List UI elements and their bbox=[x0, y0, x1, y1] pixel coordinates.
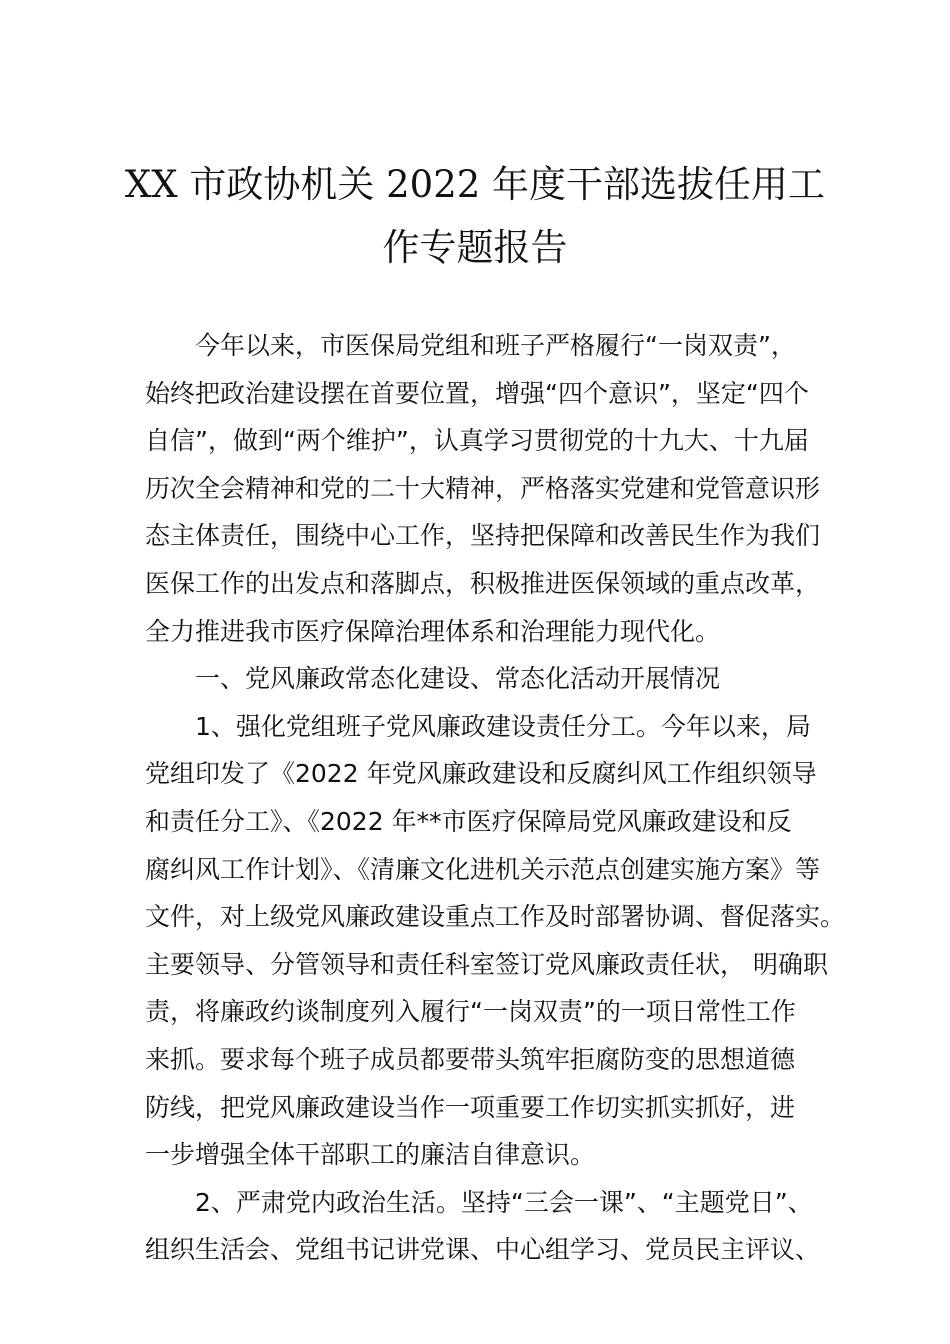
body-line: 全力推进我市医疗保障治理体系和治理能力现代化。 bbox=[145, 616, 721, 646]
body-line: 态主体责任，围绕中心工作，坚持把保障和改善民生作为我们 bbox=[145, 521, 821, 551]
body-line: 组织生活会、党组书记讲党课、中心组学习、党员民主评议、 bbox=[145, 1235, 821, 1265]
body-line: 今年以来，市医保局党组和班子严格履行“一岗双责”， bbox=[195, 331, 796, 360]
body-line: 历次全会精神和党的二十大精神，严格落实党建和党管意识形 bbox=[145, 473, 821, 503]
body-line: 1、强化党组班子党风廉政建设责任分工。今年以来，局 bbox=[195, 711, 811, 741]
section-heading: 一、党风廉政常态化建设、常态化活动开展情况 bbox=[195, 664, 721, 694]
body-line: 文件，对上级党风廉政建设重点工作及时部署协调、督促落实。 bbox=[145, 902, 846, 932]
body-line: 来抓。要求每个班子成员都要带头筑牢拒腐防变的思想道德 bbox=[145, 1044, 796, 1074]
body-line: 主要领导、分管领导和责任科室签订党风廉政责任状， 明确职 bbox=[145, 949, 828, 979]
body-line: 责，将廉政约谈制度列入履行“一岗双责”的一项日常性工作 bbox=[145, 997, 796, 1027]
body-line: 自信”，做到“两个维护”，认真学习贯彻党的十九大、十九届 bbox=[145, 426, 809, 456]
body-line: 2、严肃党内政治生活。坚持“三会一课”、“主题党日”、 bbox=[195, 1187, 813, 1217]
document-body bbox=[145, 322, 846, 1274]
body-line: 腐纠风工作计划》、《清廉文化进机关示范点创建实施方案》等 bbox=[145, 854, 821, 884]
body-line: 一步增强全体干部职工的廉洁自律意识。 bbox=[145, 1140, 596, 1170]
body-line: 党组印发了《2022 年党风廉政建设和反腐纠风工作组织领导 bbox=[145, 759, 817, 789]
body-line: 和责任分工》、《2022 年**市医疗保障局党风廉政建设和反 bbox=[145, 806, 792, 836]
body-line: 医保工作的出发点和落脚点，积极推进医保领域的重点改革， bbox=[145, 568, 821, 598]
body-line: 始终把政治建设摆在首要位置，增强“四个意识”，坚定“四个 bbox=[145, 378, 809, 408]
body-line: 防线，把党风廉政建设当作一项重要工作切实抓实抓好，进 bbox=[145, 1092, 796, 1122]
document-title-line-1: XX 市政协机关 2022 年度干部选拔任用工 bbox=[124, 163, 826, 206]
document-title-line-2: 作专题报告 bbox=[382, 226, 568, 269]
